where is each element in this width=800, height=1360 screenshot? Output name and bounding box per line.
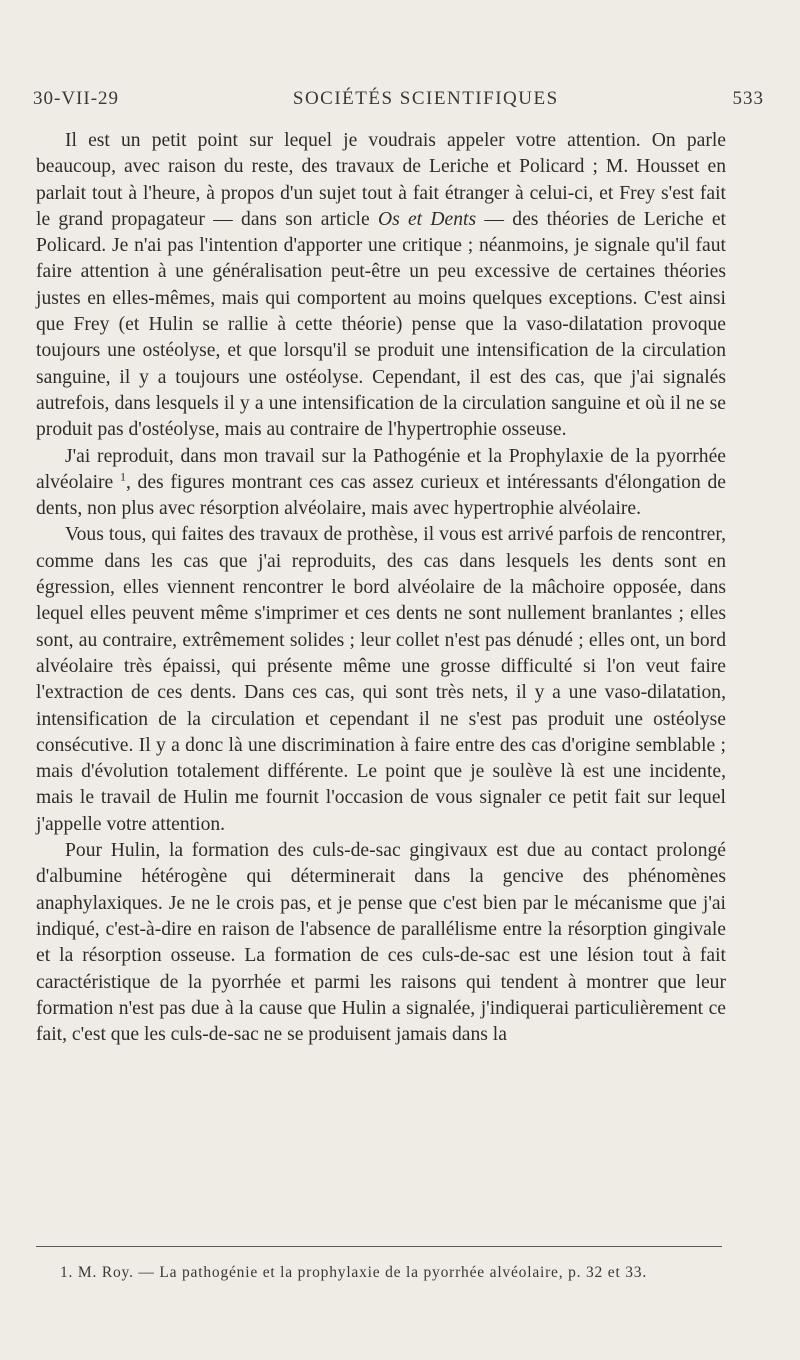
text-run: Il est un petit point sur lequel je voudrais appeler votre attention. On parle beaucoup, avec raison du reste, des travaux de Leriche et Policard ; M. Housset en parlait tout à l'heure, à propos d'un sujet tout à fait étranger à celui-ci, et Frey s'est fait le grand propagateur — dans son article [36,130,726,230]
italic-title: Os et Dents [377,208,477,230]
footnote-marker: 1 [119,469,126,484]
header-date: 30-VII-29 [33,88,120,109]
text-run: J'ai reproduit, dans mon travail sur la Pathogénie et la Prophylaxie de la pyorrhée alvéolaire [36,445,726,493]
text-run: , des figures montrant ces cas assez curieux et intéressants d'élongation de dents, non plus avec résorption alvéolaire, mais avec hypertrophie alvéolaire. [36,471,726,520]
paragraph [36,128,726,444]
paragraph [36,444,726,523]
paragraph [36,838,726,1048]
header-title: SOCIÉTÉS SCIENTIFIQUES [292,88,559,109]
page-number: 533 [732,88,764,109]
body-text [36,128,726,1048]
paragraph [36,522,726,838]
footnote: 1. M. Roy. — La pathogénie et la prophylaxie de la pyorrhée alvéolaire, p. 32 et 33. [60,1264,648,1281]
text-run: Vous tous, qui faites des travaux de prothèse, il vous est arrivé parfois de rencontrer, comme dans les cas que j'ai reproduits, des cas dans lesquels les dents sont en égression, elles viennent rencontrer le bord alvéolaire de la mâchoire opposée, dans lequel elles peuvent même s'imprimer et ces dents ne sont nullement branlantes ; elles sont, au contraire, extrêmement solides ; leur collet n'est pas dénudé ; elles ont, un bord alvéolaire très épaissi, qui présente même une grosse difficulté si l'on veut faire l'extraction de ces dents. Dans ces cas, qui sont très nets, il y a une vaso-dilatation, intensification de la circulation et cependant il ne s'est pas produit une ostéolyse consécutive. Il y a donc là une discrimination à faire entre des cas d'origine semblable ; mais d'évolution totalement différente. Le point que je soulève là est une incidente, mais le travail de Hulin me fournit l'occasion de vous signaler ce petit fait sur lequel j'appelle votre attention. [36,524,726,835]
footnote-divider [36,1246,722,1247]
text-run: Pour Hulin, la formation des culs-de-sac gingivaux est due au contact prolongé d'albumine hétérogène qui déterminerait dans la gencive des phénomènes anaphylaxiques. Je ne le crois pas, et je pense que c'est bien par le mécanisme que j'ai indiqué, c'est-à-dire en raison de l'absence de parallélisme entre la résorption gingivale et la résorption osseuse. La formation de ces culs-de-sac est une lésion tout à fait caractéristique de la pyorrhée et parmi les raisons qui tendent à montrer que leur formation n'est pas due à la cause que Hulin a signalée, j'indiquerai particulièrement ce fait, c'est que les culs-de-sac ne se produisent jamais dans la [36,840,726,1046]
text-run: — des théories de Leriche et Policard. Je n'ai pas l'intention d'apporter une critique ; néanmoins, je signale qu'il faut faire attention à une généralisation peut-être un peu excessive de certaines théories justes en elles-mêmes, mais qui comportent au moins quelques exceptions. C'est ainsi que Frey (et Hulin se rallie à cette théorie) pense que la vaso-dilatation provoque toujours une ostéolyse, et que lorsqu'il se produit une intensification de la circulation sanguine, il y a toujours une ostéolyse. Cependant, il est des cas, que j'ai signalés autrefois, dans lesquels il y a une intensification de la circulation sanguine et où il ne se produit pas d'ostéolyse, mais au contraire de l'hypertrophie osseuse. [36,208,726,441]
running-header [33,88,764,110]
